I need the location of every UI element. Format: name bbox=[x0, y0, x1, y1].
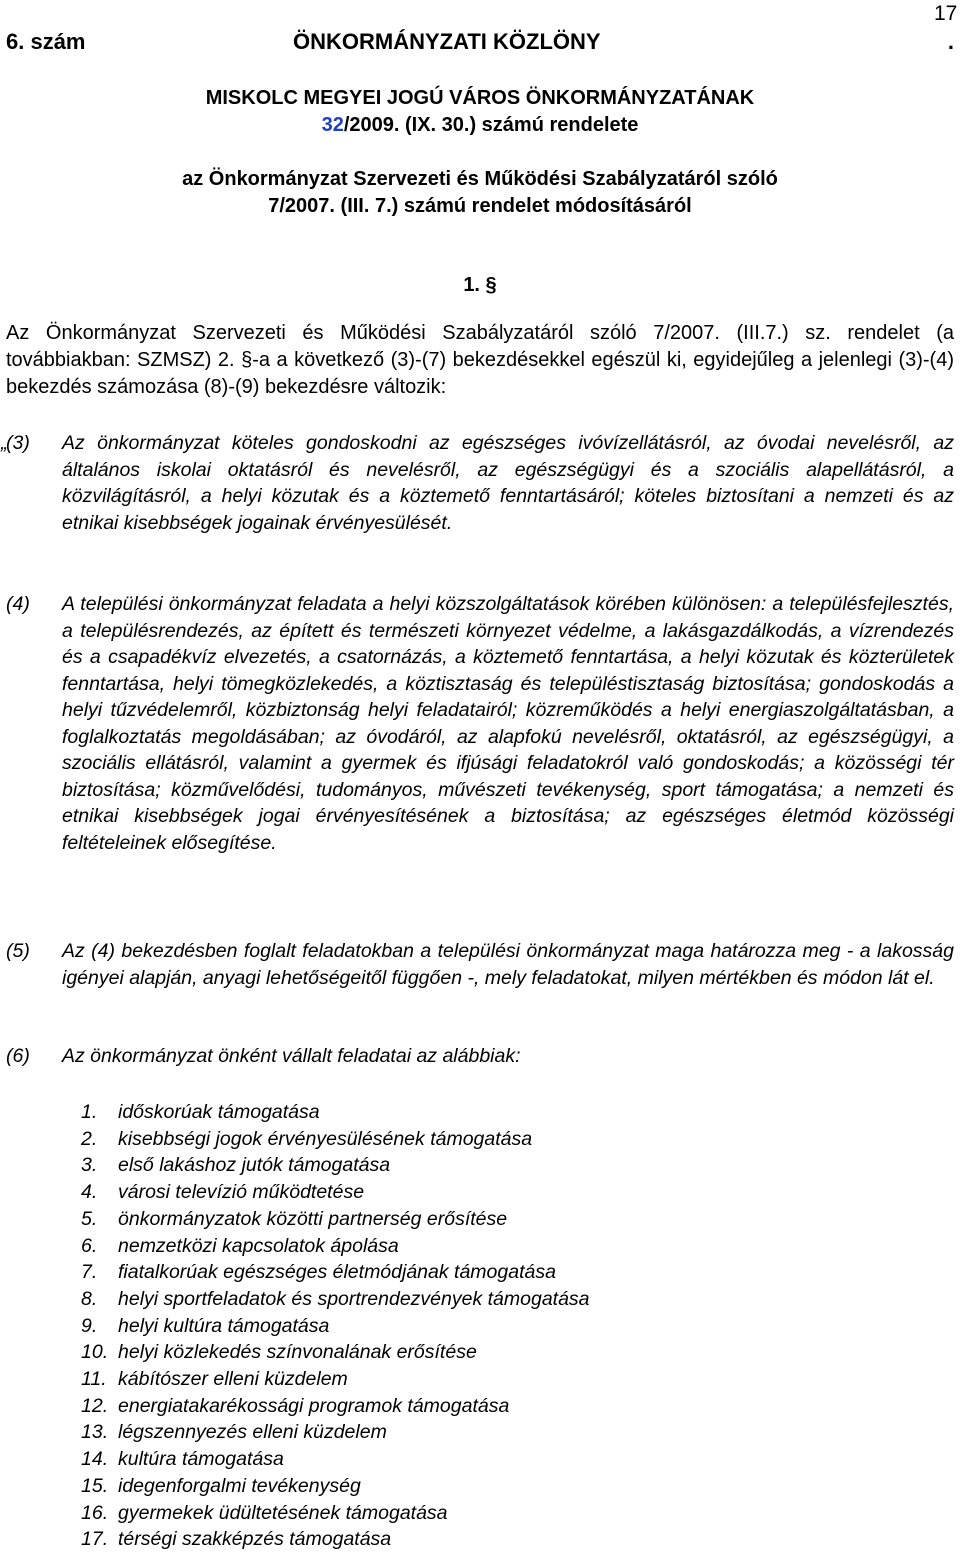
decree-subtitle bbox=[0, 166, 960, 220]
list-item: 12. energiatakarékossági programok támogatása bbox=[81, 1394, 510, 1417]
title-line-2 bbox=[0, 112, 960, 139]
paragraph-number: (4) bbox=[6, 593, 30, 615]
paragraph-text: Az (4) bekezdésben foglalt feladatokban a települési önkormányzat maga határozza meg - a lakosság igényei alapján, anyagi lehetőségeitől függően -, mely feladatokat, milyen mértékben és módon lát el. bbox=[62, 940, 954, 989]
paragraph-text: A települési önkormányzat feladata a helyi közszolgáltatások körében különösen: a településfejlesztés, a településrendezés, az épített és természeti környezet védelme, a lakásgazdálkodás, a vízrendezés és a csapadékvíz elvezetés, a csatornázás, a köztemető fenntartása, a helyi közutak és közterületek fenntartása, helyi tömegközlekedés, a köztisztaság és településtisztaság biztosítása; gondoskodás a helyi tűzvédelemről, közbiztonság helyi feladatairól; közreműködés a helyi energiaszolgáltatásban, a foglalkoztatás megoldásában; az óvodáról, az alapfokú nevelésről, oktatásról, az egészségügyi, a szociális ellátásról, valamint a gyermek és ifjúsági feladatokról való gondoskodás; a közösségi tér biztosítása; közművelődési, tudományos, művészeti tevékenység, sport támogatása; a nemzeti és etnikai kisebbségek jogai érvényesítésének a biztosítása; az egészséges életmód közösségi feltételeinek elősegítése. bbox=[62, 593, 954, 854]
voluntary-tasks-list bbox=[81, 1099, 590, 1553]
list-item: 11. kábítószer elleni küzdelem bbox=[81, 1368, 348, 1391]
list-item: 4. városi televízió működtetése bbox=[81, 1181, 365, 1204]
list-item: 7. fiatalkorúak egészséges életmódjának támogatása bbox=[81, 1261, 556, 1284]
paragraph-6 bbox=[6, 1043, 954, 1070]
list-item: 6. nemzetközi kapcsolatok ápolása bbox=[81, 1234, 399, 1257]
paragraph-text: Az önkormányzat köteles gondoskodni az egészséges ivóvízellátásról, az óvodai nevelésről, az általános iskolai oktatásról és nevelésről, az egészségügyi és a szociális alapellátásról, a közvilágításról, a helyi közutak és a köztemető fenntartásáról; köteles biztosítani a nemzeti és az etnikai kisebbségek jogainak érvényesülését. bbox=[62, 432, 954, 534]
title-line-3: az Önkormányzat Szervezeti és Működési Szabályzatáról szóló bbox=[182, 168, 778, 190]
list-item: 10. helyi közlekedés színvonalának erősítése bbox=[81, 1341, 477, 1364]
paragraph-5 bbox=[6, 938, 954, 991]
list-item: 5. önkormányzatok közötti partnerség erősítése bbox=[81, 1207, 508, 1230]
paragraph-4 bbox=[6, 591, 954, 856]
list-item: 9. helyi kultúra támogatása bbox=[81, 1314, 330, 1337]
list-item: 3. első lakáshoz jutók támogatása bbox=[81, 1154, 391, 1177]
title-line-1: MISKOLC MEGYEI JOGÚ VÁROS ÖNKORMÁNYZATÁNAK bbox=[205, 87, 755, 109]
list-item: 1. időskorúak támogatása bbox=[81, 1101, 320, 1123]
header-dot: . bbox=[947, 29, 954, 54]
issue-number: 6. szám bbox=[6, 29, 86, 54]
list-item: 16. gyermekek üdültetésének támogatása bbox=[81, 1501, 448, 1524]
decree-title bbox=[0, 85, 960, 139]
page-number: 17 bbox=[934, 2, 958, 25]
list-item: 13. légszennyezés elleni küzdelem bbox=[81, 1421, 387, 1444]
list-item: 14. kultúra támogatása bbox=[81, 1448, 284, 1471]
publication-title: ÖNKORMÁNYZATI KÖZLÖNY bbox=[293, 29, 601, 54]
paragraph-number: (5) bbox=[6, 940, 30, 962]
opening-quote: „ bbox=[1, 432, 8, 454]
list-item: 2. kisebbségi jogok érvényesülésének támogatása bbox=[81, 1127, 533, 1150]
decree-date: /2009. (IX. 30.) számú rendelete bbox=[343, 114, 639, 136]
list-item: 15. idegenforgalmi tevékenység bbox=[81, 1474, 361, 1497]
list-item: 8. helyi sportfeladatok és sportrendezvények támogatása bbox=[81, 1287, 590, 1310]
paragraph-number: „ (3) bbox=[6, 430, 30, 457]
decree-number: 32 bbox=[321, 114, 344, 136]
paragraph-number: (6) bbox=[6, 1045, 30, 1067]
paragraph-text: Az önkormányzat önként vállalt feladatai az alábbiak: bbox=[62, 1045, 521, 1067]
intro-paragraph: Az Önkormányzat Szervezeti és Működési Szabályzatáról szóló 7/2007. (III.7.) sz. rendelet (a továbbiakban: SZMSZ) 2. §-a a következő (3)-(7) bekezdésekkel egészül ki, egyidejűleg a jelenlegi (3)-(4) bekezdés számozása (8)-(9) bekezdésre változik: bbox=[6, 322, 954, 398]
section-heading: 1. § bbox=[463, 274, 497, 296]
list-item: 17. térségi szakképzés támogatása bbox=[81, 1528, 392, 1551]
paragraph-3 bbox=[1, 430, 954, 536]
title-line-4: 7/2007. (III. 7.) számú rendelet módosításáról bbox=[268, 195, 692, 217]
running-header bbox=[6, 29, 954, 57]
